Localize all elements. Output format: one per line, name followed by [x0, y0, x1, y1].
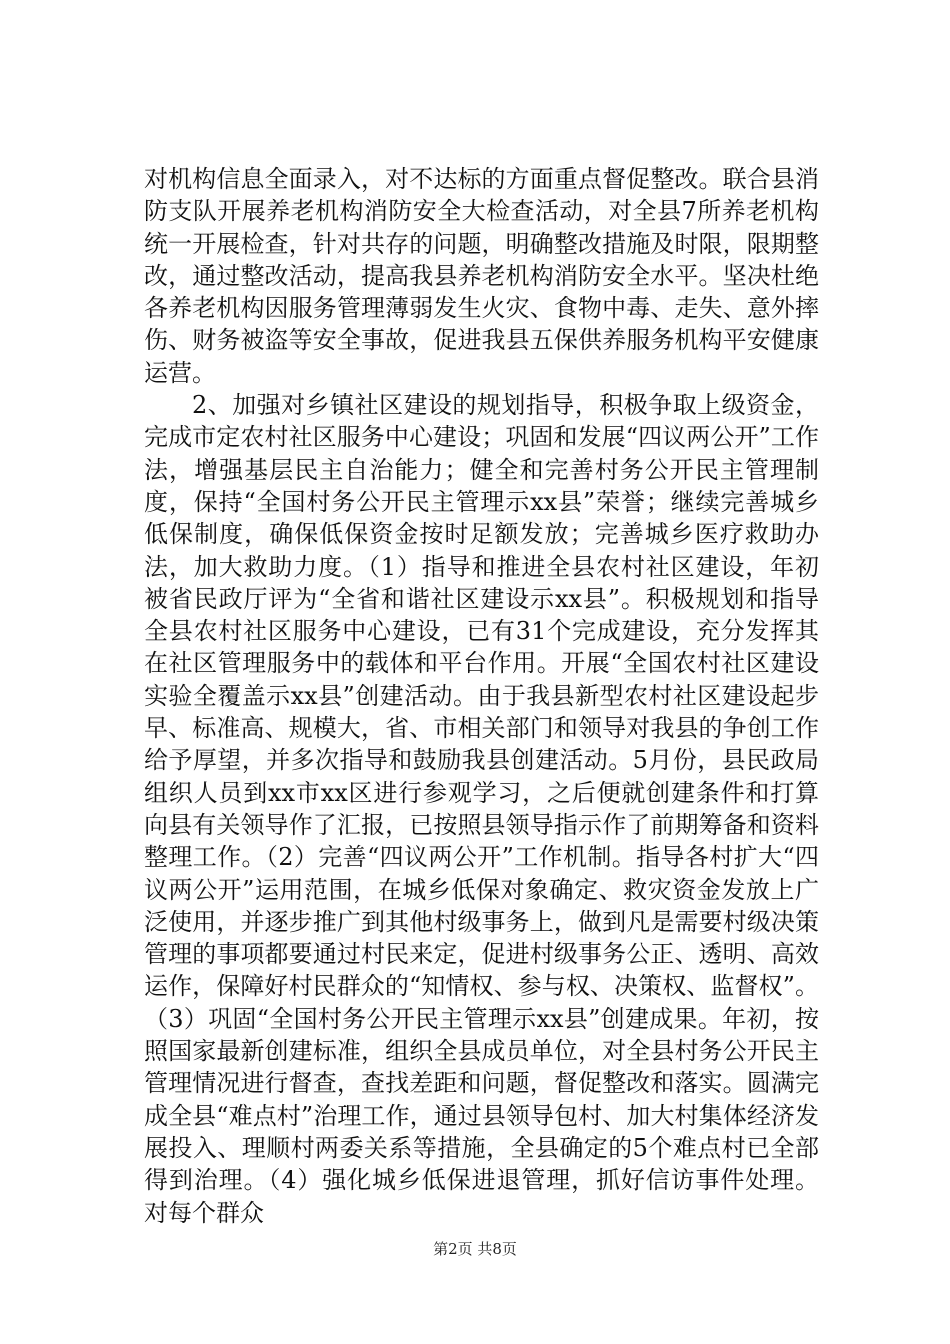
paragraph-2: 2、加强对乡镇社区建设的规划指导，积极争取上级资金，完成市定农村社区服务中心建设；巩固和发展“四议两公开”工作法，增强基层民主自治能力；健全和完善村务公开民主管理制度，保持“全国村务公开民主管理示xx县”荣誉；继续完善城乡低保制度，确保低保资金按时足额发放；完善城乡医疗救助办法，加大救助力度。（1）指导和推进全县农村社区建设，年初被省民政厅评为“全省和谐社区建设示xx县”。积极规划和指导全县农村社区服务中心建设，已有31个完成建设，充分发挥其在社区管理服务中的载体和平台作用。开展“全国农村社区建设实验全覆盖示xx县”创建活动。由于我县新型农村社区建设起步早、标准高、规模大，省、市相关部门和领导对我县的争创工作给予厚望，并多次指导和鼓励我县创建活动。5月份，县民政局组织人员到xx市xx区进行参观学习，之后便就创建条件和打算向县有关领导作了汇报，已按照县领导指示作了前期筹备和资料整理工作。（2）完善“四议两公开”工作机制。指导各村扩大“四议两公开”运用范围，在城乡低保对象确定、救灾资金发放上广泛使用，并逐步推广到其他村级事务上，做到凡是需要村级决策管理的事项都要通过村民来定，促进村级事务公正、透明、高效运作，保障好村民群众的“知情权、参与权、决策权、监督权”。（3）巩固“全国村务公开民主管理示xx县”创建成果。年初，按照国家最新创建标准，组织全县成员单位，对全县村务公开民主管理情况进行督查，查找差距和问题，督促整改和落实。圆满完成全县“难点村”治理工作，通过县领导包村、加大村集体经济发展投入、理顺村两委关系等措施，全县确定的5个难点村已全部得到治理。（4）强化城乡低保进退管理，抓好信访事件处理。对每个群众	[144, 391, 819, 1227]
paragraph-1: 对机构信息全面录入，对不达标的方面重点督促整改。联合县消防支队开展养老机构消防安全大检查活动，对全县7所养老机构统一开展检查，针对共存的问题，明确整改措施及时限，限期整改，通过整改活动，提高我县养老机构消防安全水平。坚决杜绝各养老机构因服务管理薄弱发生火灾、食物中毒、走失、意外摔伤、财务被盗等安全事故，促进我县五保供养服务机构平安健康运营。	[144, 165, 819, 387]
document-body	[144, 163, 819, 1229]
page-footer: 第2页 共8页	[433, 1240, 517, 1258]
